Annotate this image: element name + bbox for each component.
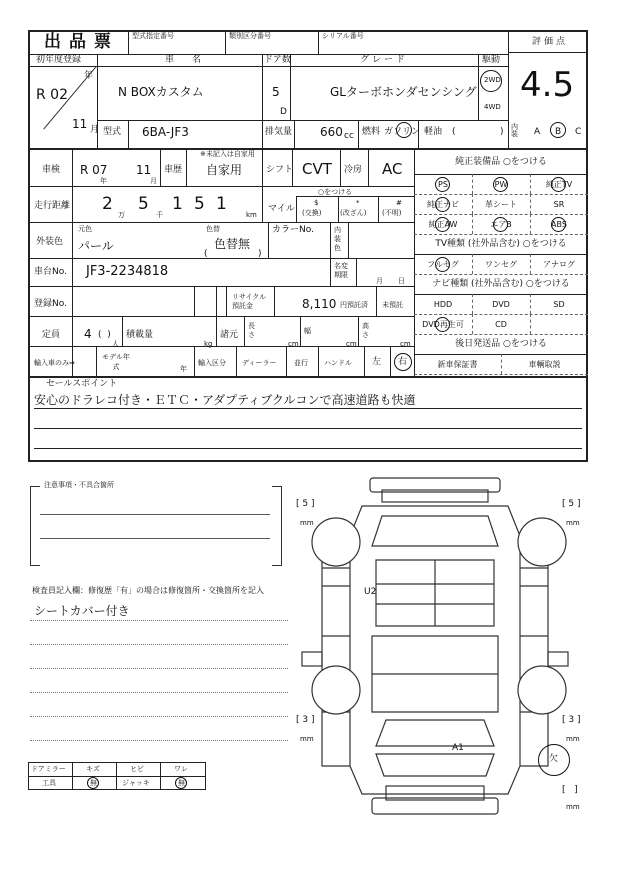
first-reg-month: 11 [72,117,88,131]
fuel-other-paren-open: ( [452,127,456,137]
equipment-row2-circle-0 [435,197,450,212]
size-bl: [ 3 ] [296,715,315,725]
equipment-row3-item-1[interactable]: エアB [490,220,512,229]
equipment-tv-title: TV種類 (社外品含む) ○をつける [435,239,567,249]
size-bl-mm: mm [300,735,314,743]
cc-unit: cc [344,131,354,141]
mileage-digit-5: 1 [216,194,227,214]
drive-2wd[interactable]: 2WD [484,76,501,84]
equipment-row1-item-2[interactable]: 純正TV [545,180,573,189]
circle-note: ○をつける [318,188,353,196]
car-name-label: 車 名 [165,55,202,65]
interior-a[interactable]: A [534,127,541,137]
equipment-navi1-item-0[interactable]: HDD [433,300,453,309]
equipment-tv-item-1[interactable]: ワンセグ [485,260,517,269]
size-tr: [ 5 ] [562,499,581,509]
notes-frame [30,486,282,566]
mileage-digit-2: 5 [138,194,149,214]
displacement-label: 排気量 [265,127,293,137]
size-extra-mm: mm [566,803,580,811]
dims-label: 諸元 [220,330,239,340]
name-change-label: 名変期限 [334,262,348,279]
size-br-mm: mm [566,735,580,743]
inspection-year-char: 年 [100,177,107,185]
interior-color-label: 内装色 [334,226,341,252]
fuel-label: 燃料 [362,127,381,137]
equipment-navi2-item-0[interactable]: DVD再生可 [422,320,464,329]
interior-label: 内装 [511,123,518,138]
equipment-later-title: 後日発送品 ○をつける [455,339,547,349]
inspection-label: 車検 [42,165,61,175]
history-note: ※未記入は自家用 [200,150,255,158]
score-value: 4.5 [520,65,575,105]
missing-break: ワレ [174,765,188,773]
inspection-month-char: 月 [150,177,157,185]
equipment-tv-item-2[interactable]: アナログ [543,260,575,269]
recycle-unit: 円預託済 [340,301,368,309]
equipment-row1-circle-0 [435,177,450,192]
equipment-row3-circle-1 [493,217,508,232]
equipment-row1-circle-2 [551,177,566,192]
equipment-rule [414,214,588,215]
name-change-day: 日 [398,277,405,285]
equipment-rule [414,274,588,275]
missing-scratch: キズ [86,765,100,773]
mileage-sen: 千 [156,211,163,219]
fuel-gasoline[interactable]: ガソリン [384,127,421,137]
interior-b-circle [550,122,566,138]
first-reg-label: 初年度登録 [36,55,82,65]
diagram-u2-mark: U2 [364,587,377,597]
type-no-label: 型式指定番号 [132,32,174,40]
class-no-label: 類別区分番号 [229,32,271,40]
equipment-navi1-item-1[interactable]: DVD [492,300,510,309]
missing-door-mirror: ドアミラー [31,765,66,773]
unknown-label: (不明) [382,209,402,217]
equipment-row2-item-2[interactable]: SR [553,200,565,209]
height-label: 高さ [362,322,369,339]
equipment-row1-item-0[interactable]: PS [438,180,448,189]
genuine-equipment-title: 純正装備品 ○をつける [455,157,547,167]
missing-tools-mark: 無 [90,779,97,787]
capacity-label: 定員 [42,330,61,340]
equipment-navi2-item-1[interactable]: CD [495,320,507,329]
equipment-divider [501,354,502,374]
grade-value: GLターボホンダセンシング [330,85,477,99]
load-label: 積載量 [126,330,154,340]
orig-color-label: 元色 [78,225,92,233]
equipment-divider [530,194,531,214]
model-value: 6BA-JF3 [142,125,189,139]
equipment-navi1-item-2[interactable]: SD [553,300,565,309]
score-label: 評価点 [532,37,569,47]
capacity-value: 4 [84,327,92,341]
mileage-digit-4: 5 [194,194,205,214]
shift-label: シフト [266,165,294,175]
history-label: 車歴 [164,165,183,175]
doors-label: ドア数 [264,55,291,65]
color-change-value: 色替無 [214,237,251,251]
recycle-amount: 8,110 [302,297,337,311]
history-value: 自家用 [206,163,243,177]
missing-tools: 工具 [42,779,56,787]
sales-point-text: 安心のドラレコ付き・ＥＴＣ・アダプティブクルコンで高速道路も快適 [34,393,416,407]
handle-label: ハンドル [324,359,352,367]
equipment-divider [530,254,531,274]
sales-point-label: セールスポイント [46,379,118,389]
equipment-row1-circle-1 [493,177,508,192]
grade-label: グレード [360,55,409,65]
length-cm: cm [288,340,299,348]
equipment-tv-circle-0 [435,257,450,272]
equipment-later-item-1[interactable]: 車輌取説 [528,360,561,369]
missing-crack: ヒビ [130,765,144,773]
width-cm: cm [346,340,357,348]
fuel-diesel[interactable]: 軽油 [424,127,443,137]
mileage-label: 走行距離 [34,201,71,211]
dollar-mark: $ [314,199,319,207]
size-tr-mm: mm [566,519,580,527]
width-label: 幅 [304,327,311,335]
equipment-row3-item-2[interactable]: ABS [551,220,567,229]
first-reg-era-year: R 02 [36,87,68,103]
load-kg: kg [204,340,213,348]
inspection-year: R 07 [80,163,108,177]
chassis-value: JF3-2234818 [86,264,169,279]
exterior-color-label: 外装色 [36,237,64,247]
regno-label: 登録No. [34,299,67,309]
equipment-rule [414,294,588,295]
missing-jack-mark: 無 [178,779,185,787]
missing-mark: 欠 [549,754,559,764]
serial-label: シリアル番号 [322,32,364,40]
inspector-label: 検査員記入欄：修復歴「有」の場合は修復箇所・交換箇所を記入 [32,586,264,595]
displacement-value: 660 [320,125,343,139]
capacity-paren: ( ) [98,330,111,340]
equipment-rule [414,374,588,375]
model-year-label: モデル年式 [102,353,130,371]
form-title: 出品票 [44,32,119,52]
model-year-char: 年 [180,365,187,373]
equipment-divider [472,294,473,314]
fuel-gasoline-circle [396,122,412,138]
tampered-label: (改ざん) [340,209,367,217]
color-paren-close: ) [258,249,262,259]
equipment-rule [414,194,588,195]
equipment-row2-item-1[interactable]: 革シート [485,200,517,209]
mile-label: マイル [268,204,295,214]
color-paren-open: ( [204,249,208,259]
tools-mark-circle [87,777,99,789]
color-change-label: 色替 [206,225,220,233]
equipment-divider [530,294,531,314]
equipment-divider [472,174,473,194]
equipment-rule [414,334,588,335]
drive-label: 駆動 [482,55,501,65]
height-cm: cm [400,340,411,348]
color-no-label: カラーNo. [272,225,314,235]
recycle-label: リサイクル預託金 [232,293,267,310]
ac-label: 冷房 [344,165,363,175]
size-br: [ 3 ] [562,715,581,725]
mileage-digit-1: 2 [102,194,113,214]
import-label: 輸入車のみ⇒ [34,359,75,367]
equipment-rule [414,234,588,235]
diagram-a1-mark: A1 [452,743,464,753]
interior-c[interactable]: C [575,127,582,137]
equipment-divider [472,214,473,234]
star-mark: * [356,199,360,207]
model-label: 型式 [103,127,122,137]
handle-right-circle [394,353,412,371]
equipment-divider [530,174,531,194]
import-parallel[interactable]: 並行 [294,359,308,367]
first-reg-year-char: 年 [84,71,94,81]
import-dealer[interactable]: ディーラー [242,359,277,367]
size-tr-value: 5 [568,499,575,509]
length-label: 長さ [248,322,255,339]
size-tl-mm: mm [300,519,314,527]
jack-mark-circle [175,777,187,789]
recycle-unpaid: 未預託 [382,301,403,309]
car-name-value: N BOXカスタム [118,85,204,99]
notes-label: 注意事項・不具合箇所 [44,481,114,489]
handle-right[interactable]: 右 [398,357,408,367]
hash-mark: # [396,199,402,207]
equipment-row3-circle-0 [435,217,450,232]
drive-4wd[interactable]: 4WD [484,103,501,111]
equipment-divider [472,194,473,214]
handle-left[interactable]: 左 [372,357,382,367]
equipment-divider [530,314,531,334]
equipment-divider [472,314,473,334]
name-change-month: 月 [376,277,383,285]
equipment-row1-item-1[interactable]: PW [494,180,508,189]
orig-color-value: パール [78,239,114,253]
chassis-label: 車台No. [34,267,67,277]
equipment-rule [414,254,588,255]
ac-value: AC [382,160,403,178]
equipment-rule [414,314,588,315]
capacity-unit: 人 [112,340,119,348]
exchange-label: (交換) [302,209,322,217]
equipment-navi2-circle-0 [435,317,450,332]
shift-value: CVT [302,160,332,178]
inspector-text: シートカバー付き [34,604,130,618]
equipment-divider [530,214,531,234]
first-reg-month-char: 月 [90,125,100,135]
size-bl-value: 3 [302,715,309,725]
import-class-label: 輸入区分 [198,359,226,367]
size-br-value: 3 [568,715,575,725]
equipment-tv-item-0[interactable]: フルセグ [427,260,459,269]
mileage-digit-3: 1 [172,194,183,214]
mileage-km: km [246,211,257,219]
equipment-divider [472,254,473,274]
mileage-man: 万 [118,211,125,219]
size-tl: [ 5 ] [296,499,315,509]
equipment-row3-item-0[interactable]: 純正AW [428,220,458,229]
interior-b[interactable]: B [555,127,562,137]
fuel-other-paren-close: ) [500,127,504,137]
missing-jack: ジャッキ [122,779,150,787]
inspection-month: 11 [136,163,152,177]
size-tl-value: 5 [302,499,309,509]
equipment-row2-item-0[interactable]: 純正ナビ [427,200,459,209]
doors-value: 5 [272,85,280,99]
door-type: D [280,107,287,117]
size-extra: [ ] [562,785,578,795]
equipment-later-item-0[interactable]: 新車保証書 [437,360,478,369]
equipment-row3-circle-2 [551,217,566,232]
drive-2wd-circle [480,70,502,92]
equipment-navi-title: ナビ種類 (社外品含む) ○をつける [432,279,570,289]
